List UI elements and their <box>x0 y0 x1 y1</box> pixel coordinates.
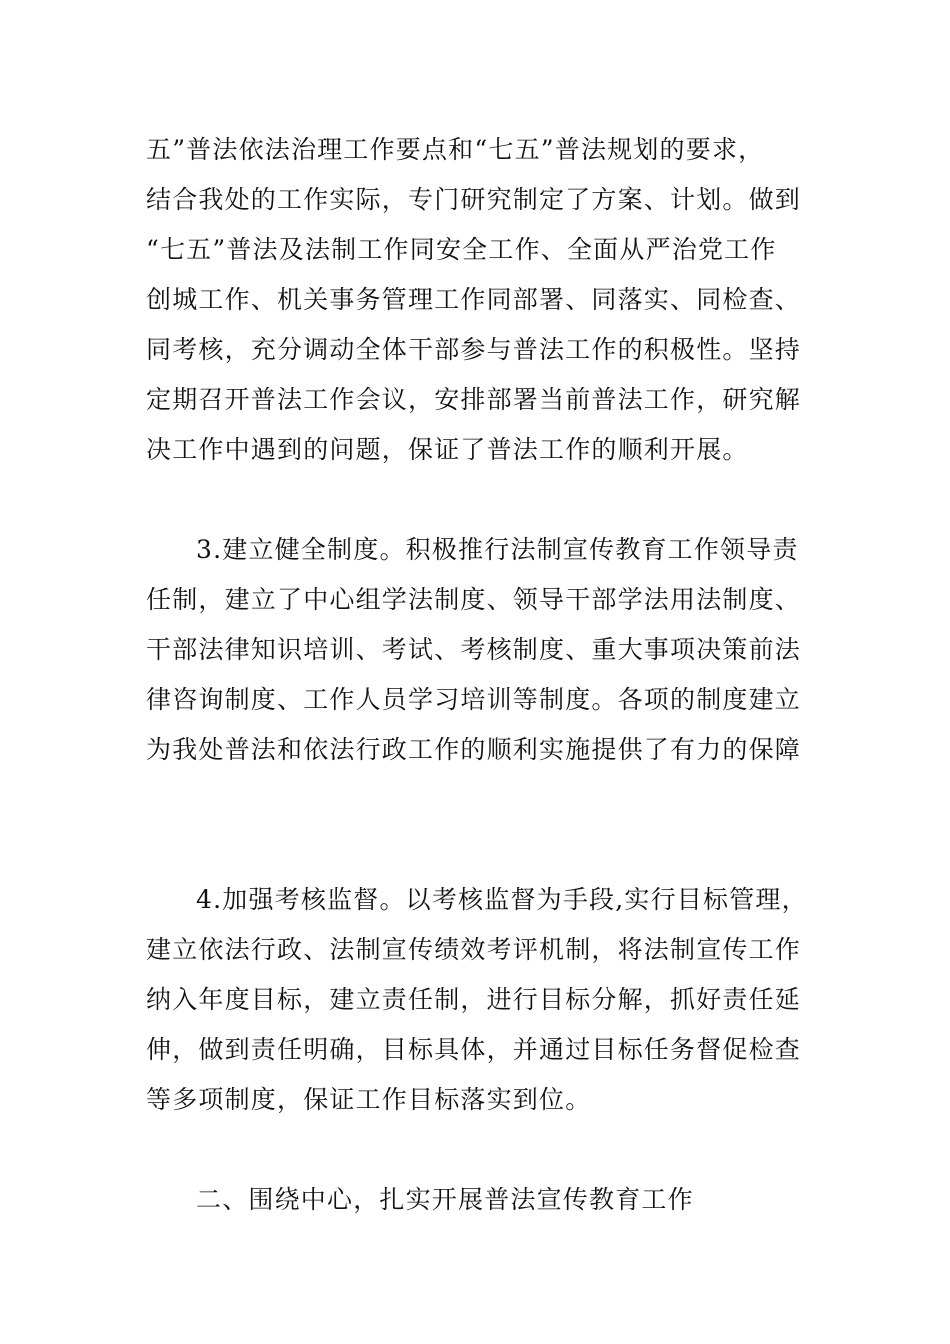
paragraph-3-line-4: 伸，做到责任明确，目标具体，并通过目标任务督促检查 <box>146 1035 802 1064</box>
section-heading: 二、围绕中心，扎实开展普法宣传教育工作 <box>196 1185 694 1214</box>
paragraph-1-line-3: “七五”普法及法制工作同安全工作、全面从严治党工作 <box>146 235 777 264</box>
paragraph-1-line-6: 定期召开普法工作会议，安排部署当前普法工作，研究解 <box>146 385 802 414</box>
paragraph-1-line-4: 创城工作、机关事务管理工作同部署、同落实、同检查、 <box>146 285 802 314</box>
paragraph-3-line-1: 4.加强考核监督。以考核监督为手段,实行目标管理， <box>196 885 808 914</box>
paragraph-2-line-5: 为我处普法和依法行政工作的顺利实施提供了有力的保障 <box>146 735 802 764</box>
paragraph-3-line-2: 建立依法行政、法制宣传绩效考评机制，将法制宣传工作 <box>146 935 802 964</box>
paragraph-2-line-1: 3.建立健全制度。积极推行法制宣传教育工作领导责 <box>196 535 799 564</box>
paragraph-3-line-5: 等多项制度，保证工作目标落实到位。 <box>146 1085 592 1114</box>
paragraph-1-line-2: 结合我处的工作实际，专门研究制定了方案、计划。做到 <box>146 185 802 214</box>
paragraph-1-line-1: 五”普法依法治理工作要点和“七五”普法规划的要求， <box>146 135 765 164</box>
paragraph-2-line-3: 干部法律知识培训、考试、考核制度、重大事项决策前法 <box>146 635 802 664</box>
paragraph-1-line-5: 同考核，充分调动全体干部参与普法工作的积极性。坚持 <box>146 335 802 364</box>
paragraph-2-line-4: 律咨询制度、工作人员学习培训等制度。各项的制度建立 <box>146 685 802 714</box>
paragraph-2-line-2: 任制，建立了中心组学法制度、领导干部学法用法制度、 <box>146 585 802 614</box>
paragraph-1-line-7: 决工作中遇到的问题，保证了普法工作的顺利开展。 <box>146 435 749 464</box>
paragraph-3-line-3: 纳入年度目标，建立责任制，进行目标分解，抓好责任延 <box>146 985 802 1014</box>
